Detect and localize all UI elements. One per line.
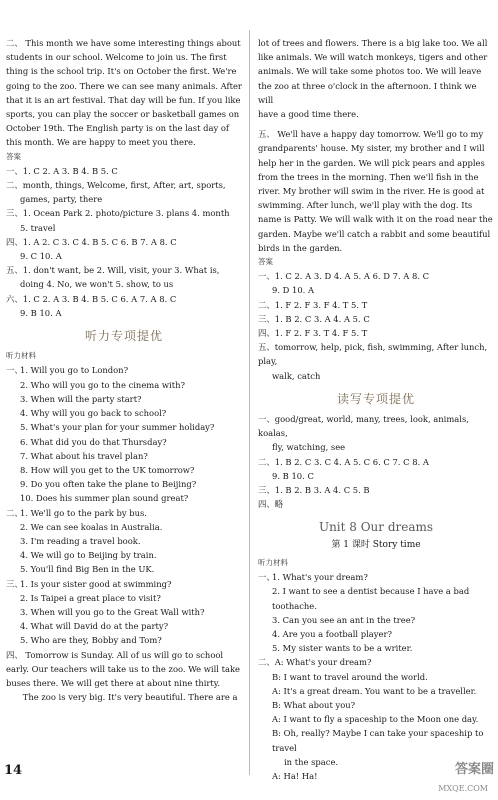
passage-line: the zoo at three o'clock in the afternoon. I think we will — [258, 80, 477, 105]
passage-line: sports, you can play the soccer or basketball games on — [6, 109, 240, 120]
answer-line: 一、1. C 2. A 3. D 4. A 5. A 6. D 7. A 8. C — [258, 271, 430, 282]
question-item: 1. What's your dream? — [272, 572, 368, 583]
passage — [6, 36, 242, 150]
dialogue-line: in the space. — [284, 756, 339, 767]
passage-line: this month. We are happy to meet you there. — [6, 137, 196, 148]
passage-line: grandparents' house. My sister, my brother and I will — [258, 143, 485, 154]
answer-line: 四、略 — [258, 499, 284, 510]
answer-block — [258, 412, 494, 511]
passage-line: 四、 Tomorrow is Sunday. All of us will go to school — [6, 649, 224, 660]
material-label: 听力材料 — [6, 351, 36, 361]
answer-line: 二、1. B 2. C 3. C 4. A 5. C 6. C 7. C 8. A — [258, 456, 429, 467]
answer-line: 9. B 10. A — [20, 307, 62, 318]
question-item: 3. I'm reading a travel book. — [20, 535, 141, 546]
material-label: 听力材料 — [258, 557, 288, 567]
answer-label: 答案 — [6, 151, 21, 161]
question-item: 2. Who will you go to the cinema with? — [20, 379, 185, 390]
passage-line: birds in the garden. — [258, 242, 343, 253]
question-list — [6, 506, 242, 577]
passage-line: 二、 This month we have some interesting things about — [6, 38, 241, 48]
passage-line: help her in the garden. We will pick pears and apples — [258, 157, 485, 168]
question-list — [258, 570, 494, 655]
passage-line: students in our school. Welcome to join us. The first — [6, 52, 227, 63]
answer-line: 三、1. B 2. B 3. A 4. C 5. B — [258, 485, 370, 496]
passage-line: lot of trees and flowers. There is a big lake too. We all — [258, 38, 488, 48]
answer-line: games, party, there — [20, 194, 103, 205]
answer-line: 9. B 10. C — [272, 470, 314, 481]
question-item: 3. When will you go to the Great Wall with? — [20, 606, 205, 617]
passage-line: buses there. We will get there at about nine thirty. — [6, 677, 221, 688]
answer-line: 三、1. Ocean Park 2. photo/picture 3. plans 4. month — [6, 208, 230, 219]
question-item: 7. What about his travel plan? — [20, 450, 148, 461]
answer-line: fly, watching, see — [272, 442, 346, 453]
unit-title: Unit 8 Our dreams — [318, 519, 434, 534]
passage-line: early. Our teachers will take us to the zoo. We will take — [6, 663, 241, 674]
passage-line: thing is the school trip. It's on October the first. We're — [6, 66, 237, 77]
question-item: 3. Can you see an ant in the tree? — [272, 614, 416, 625]
dialogue-line: B: Oh, really? Maybe I can take your spaceship to travel — [272, 728, 484, 753]
answer-line: doing 4. No, we won't 5. show, to us — [20, 279, 174, 290]
watermark-url: MXQE.COM — [438, 784, 488, 793]
answer-line: walk, catch — [272, 370, 321, 381]
question-item: 1. We'll go to the park by bus. — [20, 507, 147, 518]
dialogue-line: A: It's a great dream. You want to be a traveller. — [272, 685, 477, 696]
answer-line: 5. travel — [20, 222, 56, 233]
part-label: 一、 — [6, 365, 23, 376]
question-item: 5. My sister wants to be a writer. — [272, 643, 413, 654]
answer-line: 四、1. F 2. F 3. T 4. F 5. T — [258, 328, 368, 339]
answer-line: 一、good/great, world, many, trees, look, animals, koalas, — [258, 414, 469, 439]
question-item: 5. What's your plan for your summer holiday? — [20, 422, 215, 433]
section-title: 听力专项提优 — [84, 329, 163, 344]
passage — [6, 648, 242, 705]
question-item: 6. What did you do that Thursday? — [20, 436, 167, 447]
answer-block — [6, 164, 242, 320]
dialogue-line: A: Ha! Ha! — [272, 770, 318, 781]
answer-line: 五、1. don't want, be 2. Will, visit, your 3. What is, — [6, 265, 220, 276]
question-item: 2. We can see koalas in Australia. — [20, 521, 163, 532]
passage-line: name is Patty. We will walk with it on the road near the — [258, 214, 493, 225]
answer-line: 二、month, things, Welcome, first, After, art, sports, — [6, 180, 226, 191]
lesson-title: 第 1 课时 Story time — [331, 539, 421, 550]
passage-line: garden. Maybe we'll catch a rabbit and some beautiful — [258, 228, 491, 239]
answer-line: 三、1. B 2. C 3. A 4. A 5. C — [258, 313, 370, 324]
answer-label: 答案 — [258, 257, 273, 267]
dialogue-line: B: I want to travel around the world. — [272, 671, 428, 682]
passage-line: like animals. We will watch monkeys, tigers and other — [258, 52, 488, 63]
answer-line: 9. C 10. A — [20, 251, 62, 262]
question-list — [6, 577, 242, 648]
passage — [258, 36, 494, 121]
question-item: 8. How will you get to the UK tomorrow? — [20, 464, 195, 475]
passage-line: 五、 We'll have a happy day tomorrow. We'll go to my — [258, 129, 484, 140]
watermark-logo: 答案圈 — [454, 762, 494, 777]
passage-line: from the trees in the morning. Then we'll fish in the — [258, 171, 479, 182]
question-item: 3. When will the party start? — [20, 393, 142, 404]
passage-line: animals. We will take some photos too. We will leave — [258, 66, 482, 77]
question-item: 2. I want to see a dentist because I have a bad toothache. — [272, 586, 470, 611]
question-item: 5. Who are they, Bobby and Tom? — [20, 635, 162, 646]
answer-line: 六、1. C 2. A 3. B 4. B 5. C 6. A 7. A 8. C — [6, 293, 177, 304]
column-divider — [249, 30, 250, 775]
answer-line: 四、1. A 2. C 3. C 4. B 5. C 6. B 7. A 8. C — [6, 236, 177, 247]
question-item: 10. Does his summer plan sound great? — [20, 493, 189, 504]
question-item: 2. Is Taipei a great place to visit? — [20, 592, 161, 603]
section-title: 读写专项提优 — [336, 391, 415, 406]
answer-block — [258, 269, 494, 383]
question-item: 9. Do you often take the plane to Beijing? — [20, 479, 197, 490]
dialogue-line: 二、A: What's your dream? — [258, 657, 372, 668]
passage-line: swimming. After lunch, we'll play with the dog. Its — [258, 200, 473, 211]
passage-line: The zoo is very big. It's very beautiful. There are a — [22, 692, 238, 703]
question-item: 4. We will go to Beijing by train. — [20, 550, 157, 561]
question-item: 4. Why will you go back to school? — [20, 408, 167, 419]
answer-line: 一、1. C 2. A 3. B 4. B 5. C — [6, 165, 118, 176]
dialogue-line: B: What about you? — [272, 699, 356, 710]
question-item: 1. Will you go to London? — [20, 365, 129, 376]
part-label: 二、 — [6, 507, 23, 518]
passage-line: that it is an art festival. That day will be fun. If you like — [6, 94, 241, 105]
passage-line: going to the zoo. There we can see many animals. After — [6, 80, 242, 91]
part-label: 三、 — [6, 578, 23, 589]
answer-line: 二、1. F 2. F 3. F 4. T 5. T — [258, 299, 368, 310]
left-column — [6, 36, 242, 704]
passage-line: October 19th. The English party is on the last day of — [6, 123, 229, 134]
question-item: 4. Are you a football player? — [272, 628, 392, 639]
passage — [258, 127, 494, 255]
question-item: 1. Is your sister good at swimming? — [20, 578, 172, 589]
passage-line: have a good time there. — [258, 109, 359, 120]
dialogue-line: A: I want to fly a spaceship to the Moon one day. — [272, 714, 479, 725]
answer-line: 9. D 10. A — [272, 285, 315, 296]
part-label: 一、 — [258, 572, 275, 583]
question-list — [6, 363, 242, 505]
question-item: 4. What will David do at the party? — [20, 621, 169, 632]
question-item: 5. You'll find Big Ben in the UK. — [20, 564, 155, 575]
page-number: 14 — [4, 763, 23, 778]
passage-line: river. My brother will swim in the river. He is good at — [258, 186, 485, 197]
answer-line: 五、tomorrow, help, pick, fish, swimming, After lunch, play, — [258, 342, 488, 367]
right-column — [258, 36, 494, 783]
